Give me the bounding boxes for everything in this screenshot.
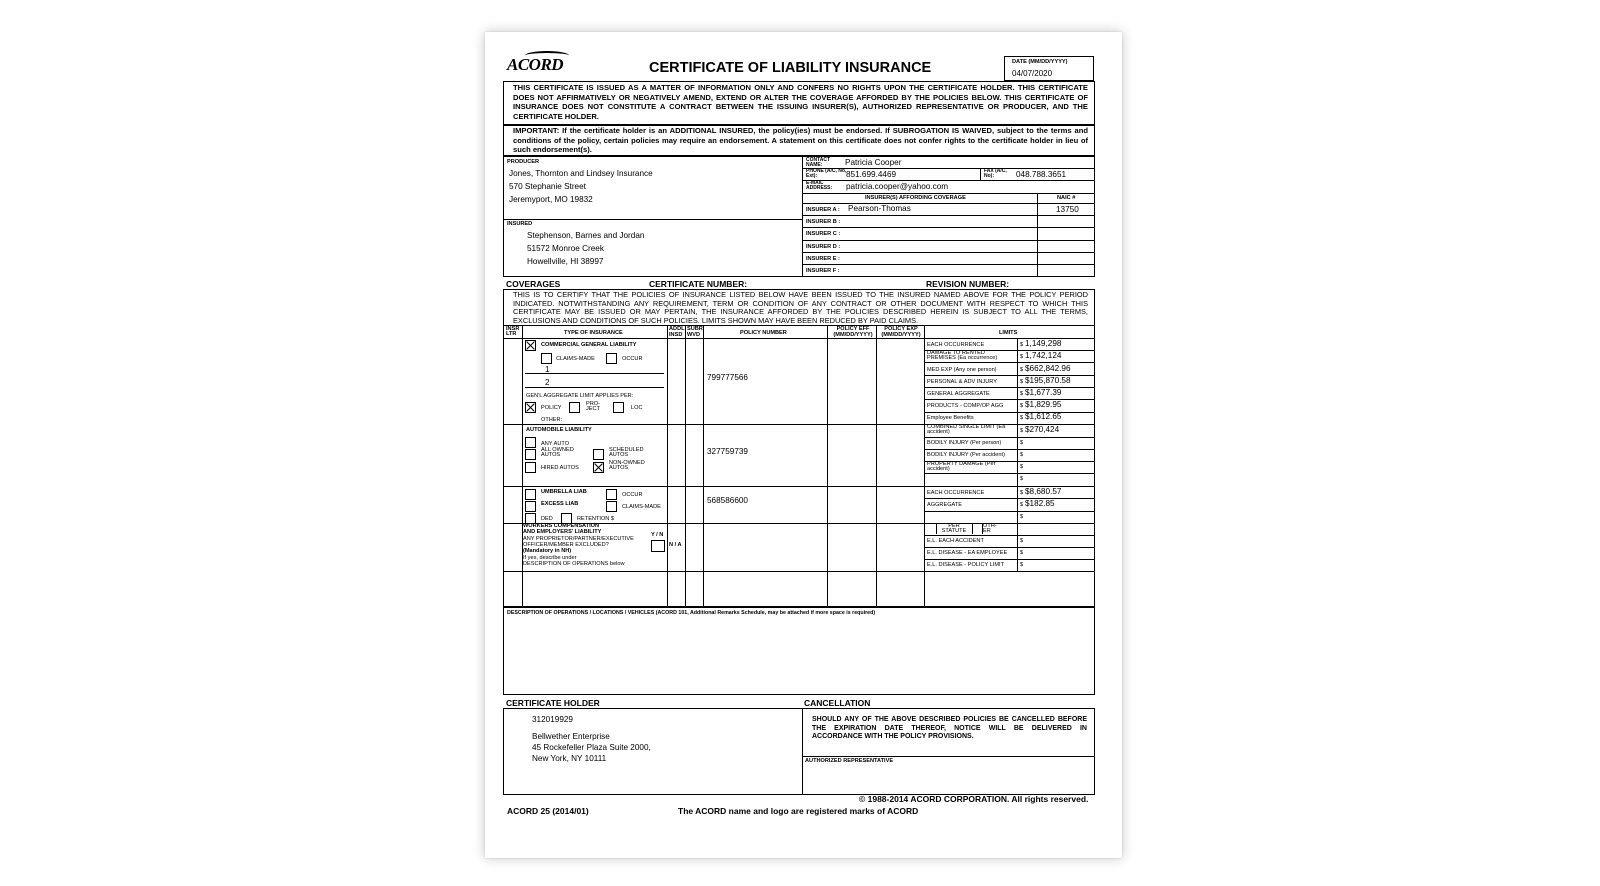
fax-label: FAX (A/C, No): [984,168,1007,179]
gl-line-1: 1 [545,365,550,374]
loc-checkbox[interactable] [613,402,624,413]
workers-title-2: AND EMPLOYERS' LIABILITY [523,529,602,535]
certify-text: THIS IS TO CERTIFY THAT THE POLICIES OF INSURANCE LISTED BELOW HAVE BEEN ISSUED TO THE INSURED NAMED ABOVE FOR THE POLICY PERIOD INDICATED. NOTWITHSTANDING ANY REQUIREMENT, TERM OR CONDITION OF ANY CONTRACT OR OTHER DOCUMENT WITH RESPECT TO WHICH THIS CERTIFICATE MAY BE ISSUED OR MAY PERTAIN, THE INSURANCE AFFORDED BY THE POLICIES DESCRIBED HEREIN IS SUBJECT TO ALL THE TERMS, EXCLUSIONS AND CONDITIONS OF SUCH POLICIES. LIMITS SHOWN MAY HAVE BEEN REDUCED BY PAID CLAIMS. [513,290,1088,325]
naic-header: NAIC # [1057,195,1076,201]
limit-products-label: PRODUCTS - COMP/OP AGG [927,403,1004,409]
hired-autos-checkbox[interactable] [525,462,536,473]
any-auto-checkbox[interactable] [525,437,536,448]
insured-street: 51572 Monroe Creek [527,244,604,253]
project-label: PRO- JECT [586,401,600,412]
eff-header: POLICY EFF (MM/DD/YYYY) [833,326,873,338]
loc-label: LOC [631,405,643,411]
retention-label: RETENTION $ [577,516,614,522]
certificate-holder-label: CERTIFICATE HOLDER [506,698,600,708]
limit-general-aggregate-label: GENERAL AGGREGATE [927,391,990,397]
gl-line-2: 2 [545,378,550,387]
oth-er-label: OTH- ER [983,523,997,534]
limit-each-occurrence-dollar: $ [1020,342,1024,348]
occur-checkbox[interactable] [606,353,617,364]
subr-header: SUBR WVD [687,326,703,338]
limit-auto-blank-dollar: $ [1020,476,1024,482]
limit-personal-adv-label: PERSONAL & ADV INJURY [927,379,997,385]
workers-line-4: If yes, describe under [523,555,577,561]
umbrella-aggregate-value: $182.85 [1025,499,1055,508]
claims-made-checkbox[interactable] [541,353,552,364]
workers-line-2: OFFICER/MEMBER EXCLUDED? [523,542,609,548]
limit-property-damage-label: PROPERTY DAMAGE (Per accident) [927,461,996,472]
revision-number-label: REVISION NUMBER: [926,279,1010,289]
form-id: ACORD 25 (2014/01) [507,806,589,816]
type-header: TYPE OF INSURANCE [564,330,623,336]
registered-marks: The ACORD name and logo are registered marks of ACORD [678,806,919,816]
all-owned-checkbox[interactable] [525,449,536,460]
producer-street: 570 Stephanie Street [509,182,586,191]
project-checkbox[interactable] [569,402,580,413]
holder-street: 45 Rockefeller Plaza Suite 2000, [532,743,651,752]
limit-med-exp-label: MED EXP (Any one person) [927,367,997,373]
limit-personal-adv-value: $195,870.58 [1025,376,1071,385]
phone-label: PHONE (A/C, No, Ext): [806,168,847,179]
other-label: OTHER: [541,417,563,423]
limit-products-dollar: $ [1020,403,1024,409]
workers-yn-label: Y / N [651,532,664,538]
insurer-a-label: INSURER A : [806,207,840,213]
scheduled-checkbox[interactable] [593,449,604,460]
limit-general-aggregate-value: $1,677.39 [1025,388,1062,397]
auto-title: AUTOMOBILE LIABILITY [526,427,592,433]
insured-name: Stephenson, Barnes and Jordan [527,231,645,240]
umbrella-checkbox[interactable] [525,489,536,500]
umbrella-occur-checkbox[interactable] [606,489,617,500]
holder-name: Bellwether Enterprise [532,732,610,741]
email-label: E-MAIL ADDRESS: [806,180,833,191]
limit-property-damage-dollar: $ [1020,464,1024,470]
limit-med-exp-dollar: $ [1020,367,1024,373]
umbrella-policy-number: 568586600 [707,496,748,505]
cancellation-label: CANCELLATION [804,698,871,708]
contact-name-label: CONTACT NAME: [806,157,831,168]
acord-logo-swoosh [525,51,569,60]
insurer-a-name: Pearson-Thomas [848,204,911,213]
umbrella-claims-made-label: CLAIMS-MADE [622,504,661,510]
limit-rented-premises-label: DAMAGE TO RENTED PREMISES (Ea occurrence) [927,350,998,361]
gl-title: COMMERCIAL GENERAL LIABILITY [541,342,637,348]
date-value: 04/07/2020 [1012,69,1053,78]
claims-made-label: CLAIMS-MADE [556,356,595,362]
addl-header: ADDL INSD [669,326,685,338]
producer-name: Jones, Thornton and Lindsey Insurance [509,169,653,178]
umbrella-occur-label: OCCUR [622,492,643,498]
el-each-accident-dollar: $ [1020,538,1024,544]
limit-general-aggregate-dollar: $ [1020,391,1024,397]
limit-combined-single-value: $270,424 [1025,425,1060,434]
occur-label: OCCUR [622,356,643,362]
description-box [503,607,1095,695]
policy-number-header: POLICY NUMBER [740,330,787,336]
limit-products-value: $1,829.95 [1025,400,1062,409]
umbrella-label: UMBRELLA LIAB [541,489,587,495]
per-statute-box [927,524,937,534]
policy-label: POLICY [541,405,562,411]
copyright: © 1988-2014 ACORD CORPORATION. All rights reserved. [859,794,1089,804]
gen-agg-label: GEN'L AGGREGATE LIMIT APPLIES PER: [526,393,634,399]
el-disease-employee-label: E.L. DISEASE - EA EMPLOYEE [927,550,1008,556]
workers-line-3: (Mandatory in NH) [523,548,572,554]
any-auto-label: ANY AUTO [541,441,570,447]
insurer-c-label: INSURER C : [806,231,841,237]
limit-employee-benefits-value: $1,612.65 [1025,412,1062,421]
umbrella-aggregate-dollar: $ [1020,502,1024,508]
form-title: CERTIFICATE OF LIABILITY INSURANCE [649,60,932,76]
limit-each-occurrence-label: EACH OCCURRENCE [927,342,985,348]
limit-employee-benefits-label: Employee Benefits [927,415,974,421]
email-value: patricia.cooper@yahoo.com [846,182,949,191]
ded-label: DED [541,516,553,522]
limit-combined-single-dollar: $ [1020,428,1024,434]
insured-city: Howellville, HI 38997 [527,257,604,266]
important-text: IMPORTANT: If the certificate holder is an ADDITIONAL INSURED, the policy(ies) must be endorsed. If SUBROGATION IS WAIVED, subject to the terms and conditions of the policy, certain policies may require an endorsement. A statement on this certificate does not confer rights to the certificate holder in lieu of such endorsement(s). [513,126,1088,155]
limit-employee-benefits-dollar: $ [1020,415,1024,421]
umbrella-blank-dollar: $ [1020,514,1024,520]
insurer-f-label: INSURER F : [806,268,840,274]
limit-rented-premises-value: 1,742,124 [1025,351,1062,360]
auto-policy-number: 327759739 [707,447,748,456]
scheduled-label: SCHEDULED AUTOS [609,447,644,458]
limit-combined-single-label: COMBINED SINGLE LIMIT (Ea accident) [927,424,1006,435]
umbrella-each-occurrence-value: $8,680.57 [1025,487,1062,496]
workers-na: N / A [669,542,682,548]
acord-logo: ACORD [507,55,564,74]
insurer-e-label: INSURER E : [806,256,840,262]
non-owned-label: NON-OWNED AUTOS [609,460,645,471]
limit-each-occurrence-value: 1,149,298 [1025,339,1062,348]
umbrella-claims-made-checkbox[interactable] [606,501,617,512]
workers-line-5: DESCRIPTION OF OPERATIONS below [523,561,625,567]
limit-med-exp-value: $662,842.96 [1025,364,1071,373]
phone-value: 851.699.4469 [846,170,897,179]
el-disease-policy-label: E.L. DISEASE - POLICY LIMIT [927,562,1004,568]
cancellation-text: SHOULD ANY OF THE ABOVE DESCRIBED POLICIES BE CANCELLED BEFORE THE EXPIRATION DATE THEREOF, NOTICE WILL BE DELIVERED IN ACCORDANCE WITH THE POLICY PROVISIONS. [812,716,1087,741]
limit-bodily-accident-label: BODILY INJURY (Per accident) [927,452,1005,458]
limit-personal-adv-dollar: $ [1020,379,1024,385]
all-owned-label: ALL OWNED AUTOS [541,447,574,458]
producer-city: Jeremyport, MO 19832 [509,195,593,204]
limit-bodily-person-dollar: $ [1020,440,1024,446]
coverages-label: COVERAGES [506,279,561,289]
limit-rented-premises-dollar: $ [1020,354,1024,360]
workers-title-1: WORKERS COMPENSATION [523,523,600,529]
notice-text: THIS CERTIFICATE IS ISSUED AS A MATTER OF INFORMATION ONLY AND CONFERS NO RIGHTS UPON THE CERTIFICATE HOLDER. THIS CERTIFICATE DOES NOT AFFIRMATIVELY OR NEGATIVELY AMEND, EXTEND OR ALTER THE COVERAGE AFFORDED BY THE POLICIES BELOW. THIS CERTIFICATE OF INSURANCE DOES NOT CONSTITUTE A CONTRACT BETWEEN THE ISSUING INSURER(S), AUTHORIZED REPRESENTATIVE OR PRODUCER, AND THE CERTIFICATE HOLDER. [513,83,1088,121]
umbrella-aggregate-label: AGGREGATE [927,502,963,508]
producer-label: PRODUCER [507,159,540,165]
insurers-header: INSURER(S) AFFORDING COVERAGE [865,195,966,201]
umbrella-each-occurrence-label: EACH OCCURRENCE [927,490,985,496]
policy-checkbox[interactable] [525,402,536,413]
holder-city: New York, NY 10111 [532,754,607,763]
umbrella-each-occurrence-dollar: $ [1020,490,1024,496]
exp-header: POLICY EXP (MM/DD/YYYY) [881,326,921,338]
non-owned-checkbox[interactable] [593,462,604,473]
el-disease-employee-dollar: $ [1020,550,1024,556]
certificate-number-label: CERTIFICATE NUMBER: [649,279,748,289]
insurer-a-naic: 13750 [1056,205,1079,214]
limits-header: LIMITS [999,330,1018,336]
description-label: DESCRIPTION OF OPERATIONS / LOCATIONS / VEHICLES (ACORD 101, Additional Remarks Schedule, may be attached if more space is required) [507,610,876,616]
insurer-d-label: INSURER D : [806,244,841,250]
insurer-b-label: INSURER B : [806,219,841,225]
workers-line-1: ANY PROPRIETOR/PARTNER/EXECUTIVE [523,536,634,542]
holder-id: 312019929 [532,715,573,724]
fax-value: 048.788.3651 [1016,170,1067,179]
insured-label: INSURED [507,221,533,227]
el-each-accident-label: E.L. EACH ACCIDENT [927,538,984,544]
oth-er-box [972,524,983,534]
limit-bodily-person-label: BODILY INJURY (Per person) [927,440,1002,446]
excess-label: EXCESS LIAB [541,501,579,507]
el-disease-policy-dollar: $ [1020,562,1024,568]
limit-bodily-accident-dollar: $ [1020,452,1024,458]
insr-ltr-header: INSR LTR [506,326,520,337]
gl-policy-number: 799777566 [707,373,748,382]
certificate-page [485,32,1122,858]
excess-checkbox[interactable] [525,501,536,512]
workers-excluded-checkbox[interactable] [651,540,665,552]
gl-checkbox[interactable] [525,340,536,351]
hired-autos-label: HIRED AUTOS [541,465,579,471]
authorized-rep-label: AUTHORIZED REPRESENTATIVE [805,758,894,764]
contact-name: Patricia Cooper [845,158,902,167]
per-statute-label: PER STATUTE [941,523,967,534]
date-label: DATE (MM/DD/YYYY) [1012,59,1068,65]
